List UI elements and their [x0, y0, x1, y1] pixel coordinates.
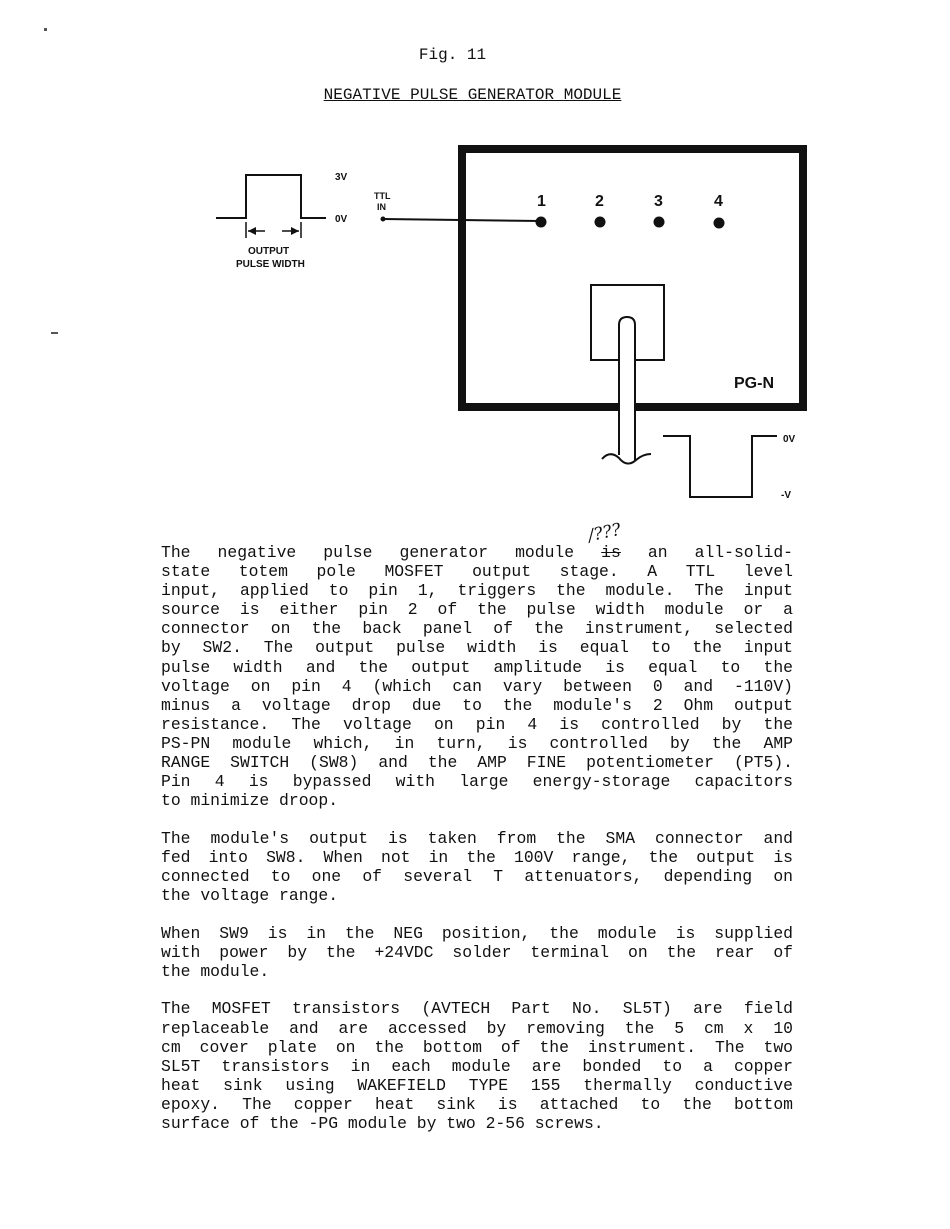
text-line: by SW2. The output pulse width is equal to the input	[161, 638, 793, 658]
pulse-generator-diagram	[0, 0, 950, 520]
struck-word: is	[601, 543, 621, 562]
pin-2	[595, 193, 606, 228]
text-line: The negative pulse generator module is an all-solid-	[161, 543, 793, 562]
text-line: to minimize droop.	[161, 791, 339, 811]
text-line: the voltage range.	[161, 886, 339, 906]
text-line: connector on the back panel of the instrument, selected	[161, 619, 793, 639]
figure-number: Fig. 11	[418, 46, 487, 64]
text-line: SL5T transistors in each module are bonded to a copper	[161, 1056, 793, 1076]
output-high-label: 0V	[783, 434, 796, 445]
text-line: with power by the +24VDC solder terminal on the rear of	[161, 942, 793, 962]
pulse-width-label-line2: PULSE WIDTH	[236, 259, 305, 270]
body-text	[161, 543, 793, 1152]
ttl-label-line1: TTL	[374, 191, 391, 201]
text-line: heat sink using WAKEFIELD TYPE 155 thermally conductive	[161, 1075, 793, 1095]
text-line: replaceable and are accessed by removing the 5 cm x 10	[161, 1018, 793, 1038]
text-line: resistance. The voltage on pin 4 is controlled by the	[161, 714, 793, 734]
paragraph-4	[161, 999, 793, 1133]
pulse-width-dimension	[236, 222, 305, 270]
text-line: The MOSFET transistors (AVTECH Part No. SL5T) are field	[161, 999, 793, 1019]
text-line: Pin 4 is bypassed with large energy-storage capacitors	[161, 772, 793, 792]
pulse-width-label-line1: OUTPUT	[248, 246, 290, 257]
text-line: RANGE SWITCH (SW8) and the AMP FINE potentiometer (PT5).	[161, 753, 793, 773]
text-line: pulse width and the output amplitude is equal to the	[161, 657, 793, 677]
pin-1-label: 1	[537, 193, 546, 210]
pin-4-label: 4	[714, 193, 723, 210]
pin-1	[536, 193, 547, 228]
scan-speck	[44, 28, 47, 31]
sma-connector	[591, 285, 664, 464]
text-line: PS-PN module which, in turn, is controlled by the AMP	[161, 733, 793, 753]
text-line: epoxy. The copper heat sink is attached to the bottom	[161, 1094, 793, 1114]
text-line: state totem pole MOSFET output stage. A TTL level	[161, 562, 793, 582]
text-line: surface of the -PG module by two 2-56 screws.	[161, 1114, 604, 1134]
text-line: cm cover plate on the bottom of the instrument. The two	[161, 1037, 793, 1057]
text-line: fed into SW8. When not in the 100V range, the output is	[161, 847, 793, 867]
scan-speck	[51, 332, 58, 334]
pin-4	[714, 193, 725, 229]
input-high-label: 3V	[335, 172, 348, 183]
ttl-label-line2: IN	[377, 202, 386, 212]
paragraph-1	[161, 543, 793, 810]
figure-title: NEGATIVE PULSE GENERATOR MODULE	[323, 86, 622, 104]
input-low-label: 0V	[335, 214, 348, 225]
text-line: voltage on pin 4 (which can vary between 0 and -110V)	[161, 676, 793, 696]
text-line: When SW9 is in the NEG position, the module is supplied	[161, 923, 793, 943]
text-line: the module.	[161, 961, 270, 981]
paragraph-3	[161, 924, 793, 981]
input-pulse-waveform	[216, 172, 348, 225]
pin-3	[654, 193, 665, 228]
output-pulse-waveform	[663, 434, 796, 501]
text-line: minus a voltage drop due to the module's 2 Ohm output	[161, 695, 793, 715]
output-low-label: -V	[781, 490, 791, 501]
pin-2-label: 2	[595, 193, 604, 210]
handwritten-correction: /???	[586, 519, 623, 547]
text-line: connected to one of several T attenuators, depending on	[161, 867, 793, 886]
paragraph-2	[161, 829, 793, 905]
text-line: source is either pin 2 of the pulse width module or a	[161, 600, 793, 620]
text-line: input, applied to pin 1, triggers the module. The input	[161, 581, 793, 601]
module-name-label: PG-N	[734, 375, 774, 392]
text-line: The module's output is taken from the SMA connector and	[161, 828, 793, 848]
pin-3-label: 3	[654, 193, 663, 210]
